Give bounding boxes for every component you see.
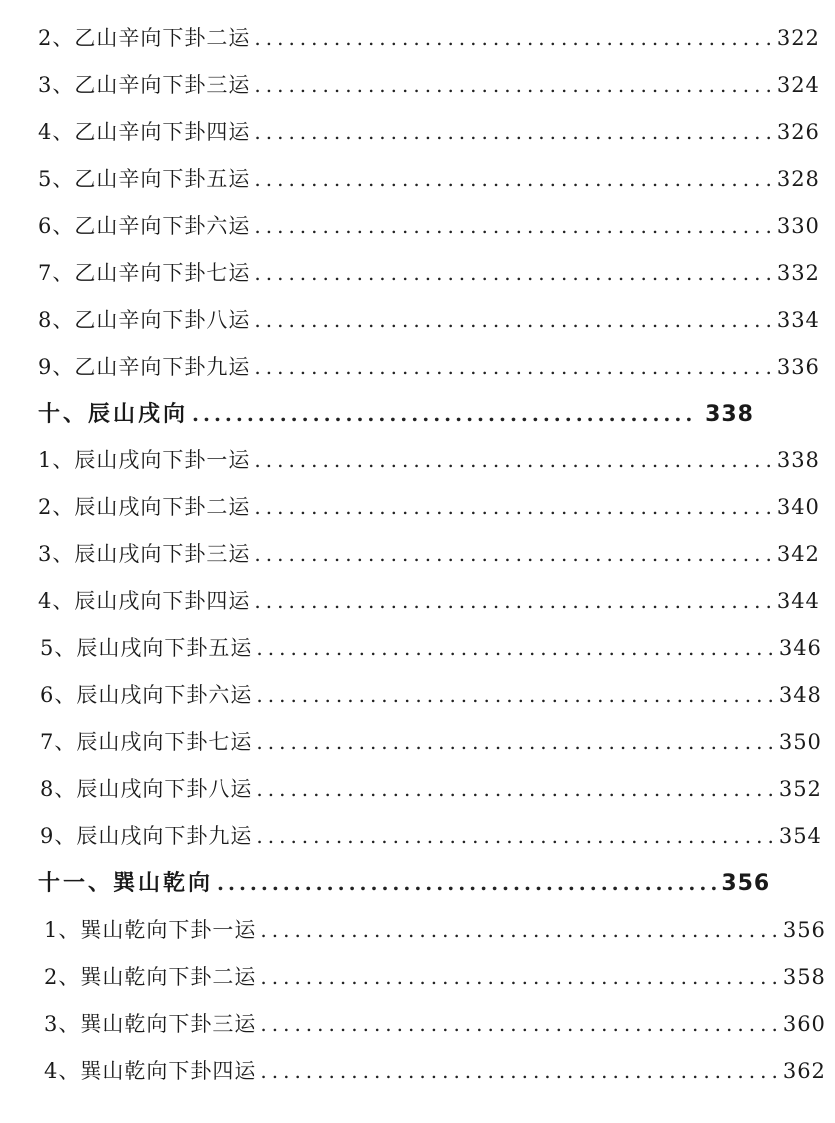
toc-entry-page: 360 [782,1012,826,1036]
toc-entry-title: 5、乙山辛向下卦五运 [38,167,251,191]
toc-section-page: 338 [705,402,754,427]
toc-entry [44,1055,826,1095]
toc-entry-title: 7、乙山辛向下卦七运 [38,261,251,285]
toc-entry-page: 342 [776,542,820,566]
toc-entry-title: 2、乙山辛向下卦二运 [38,26,251,50]
toc-entry-title: 7、辰山戌向下卦七运 [40,730,253,754]
toc-entry-page: 354 [778,824,822,848]
toc-entry [38,116,820,156]
toc-entry-page: 324 [776,73,820,97]
toc-entry-title: 3、乙山辛向下卦三运 [38,73,251,97]
toc-entry-title: 8、辰山戌向下卦八运 [40,777,253,801]
toc-entry-page: 322 [776,26,820,50]
toc-entry [40,679,822,719]
toc-entry [40,632,822,672]
toc-entry [44,961,826,1001]
dot-leader: .............................................. [217,871,722,895]
toc-entry [40,773,822,813]
toc-section-heading [38,866,771,906]
toc-section-page: 356 [721,871,771,896]
toc-entry-page: 356 [782,918,826,942]
toc-entry-title: 6、乙山辛向下卦六运 [38,214,251,238]
toc-entry-title: 2、辰山戌向下卦二运 [38,495,251,519]
toc-entry-title: 2、巽山乾向下卦二运 [44,965,257,989]
dot-leader: .............................................. [260,1059,783,1083]
toc-entry [38,585,820,625]
toc-entry [38,351,820,391]
toc-entry-title: 3、巽山乾向下卦三运 [44,1012,257,1036]
toc-entry [38,538,820,578]
toc-entry-page: 344 [776,589,820,613]
dot-leader: .............................................. [254,542,777,566]
toc-entry [38,22,820,62]
toc-entry-title: 4、乙山辛向下卦四运 [38,120,251,144]
dot-leader: .............................................. [254,308,777,332]
toc-entry-page: 336 [776,355,820,379]
toc-entry-title: 1、辰山戌向下卦一运 [38,448,251,472]
toc-entry [38,163,820,203]
toc-entry-page: 328 [776,167,820,191]
dot-leader: .............................................. [260,965,783,989]
dot-leader: .............................................. [254,495,777,519]
dot-leader: .............................................. [254,589,777,613]
dot-leader: .............................................. [254,120,777,144]
toc-entry-title: 3、辰山戌向下卦三运 [38,542,251,566]
toc-entry-title: 4、辰山戌向下卦四运 [38,589,251,613]
dot-leader: .............................................. [254,448,777,472]
toc-entry-page: 340 [776,495,820,519]
toc-entry-page: 326 [776,120,820,144]
toc-entry-page: 350 [778,730,822,754]
toc-entry [38,304,820,344]
dot-leader: .............................................. [254,214,777,238]
toc-entry [44,1008,826,1048]
dot-leader: .............................................. [256,824,779,848]
toc-section-heading [38,397,754,437]
toc-section-title: 十一、巽山乾向 [38,871,214,896]
toc-entry [40,820,822,860]
dot-leader: .............................................. [260,918,783,942]
toc-entry-page: 352 [778,777,822,801]
toc-entry-page: 346 [778,636,822,660]
toc-entry-page: 332 [776,261,820,285]
toc-entry-title: 4、巽山乾向下卦四运 [44,1059,257,1083]
dot-leader: .............................................. [254,26,777,50]
toc-entry [38,69,820,109]
dot-leader: .............................................. [256,777,779,801]
toc-entry-page: 348 [778,683,822,707]
toc-entry-page: 338 [776,448,820,472]
toc-entry [38,444,820,484]
toc-entry-title: 8、乙山辛向下卦八运 [38,308,251,332]
dot-leader: .............................................. [192,402,697,426]
dot-leader: .............................................. [254,73,777,97]
toc-entry-page: 330 [776,214,820,238]
dot-leader: .............................................. [254,355,777,379]
toc-entry-title: 9、辰山戌向下卦九运 [40,824,253,848]
toc-entry-title: 5、辰山戌向下卦五运 [40,636,253,660]
dot-leader: .............................................. [256,683,779,707]
toc-entry [44,914,826,954]
toc-entry-page: 362 [782,1059,826,1083]
toc-entry [38,257,820,297]
toc-entry-page: 334 [776,308,820,332]
toc-entry-page: 358 [782,965,826,989]
toc-entry [38,491,820,531]
dot-leader: .............................................. [260,1012,783,1036]
dot-leader: .............................................. [256,636,779,660]
toc-entry-title: 9、乙山辛向下卦九运 [38,355,251,379]
toc-section-title: 十、辰山戌向 [38,402,189,427]
toc-entry [40,726,822,766]
dot-leader: .............................................. [256,730,779,754]
toc-entry [38,210,820,250]
toc-entry-title: 6、辰山戌向下卦六运 [40,683,253,707]
dot-leader: .............................................. [254,261,777,285]
toc-entry-title: 1、巽山乾向下卦一运 [44,918,257,942]
dot-leader: .............................................. [254,167,777,191]
